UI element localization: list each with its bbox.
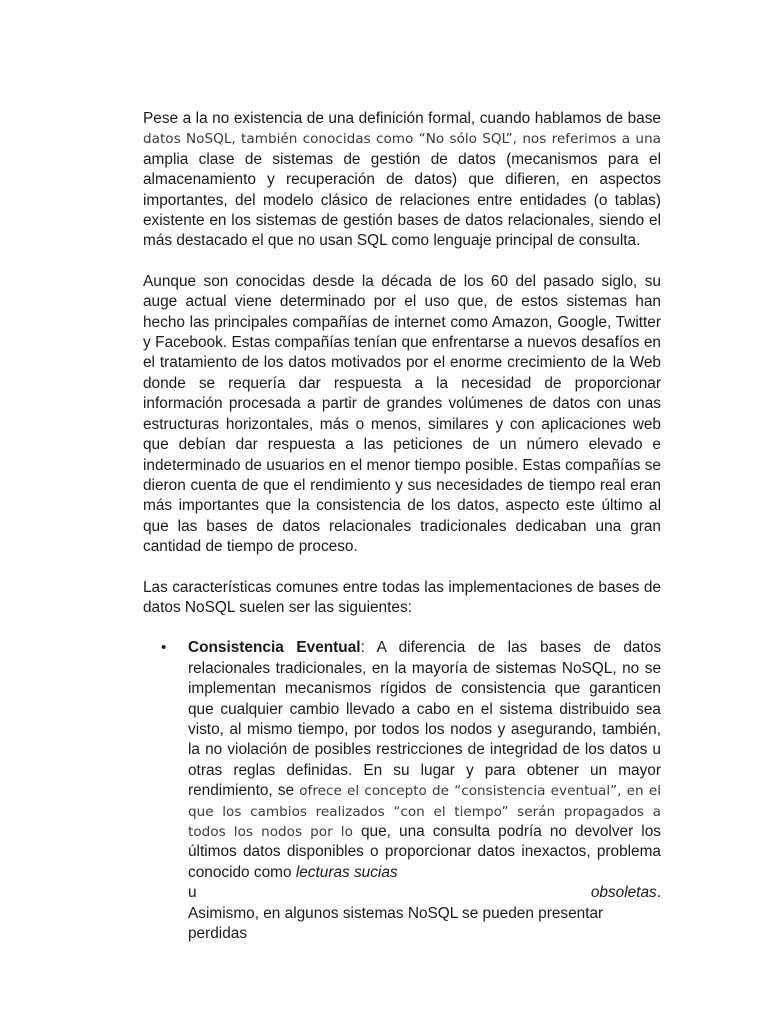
paragraph-history: Aunque son conocidas desde la década de los 60 del pasado siglo, su auge actual viene determinado por el uso que, de estos sistemas han hecho las principales compañías de internet como Amazon, Google, Twitter y Facebook. Estas compañías tenían que enfrentarse a nuevos desafíos en el tratamiento de los datos motivados por el enorme crecimiento de la Web donde se requería dar respuesta a la necesidad de proporcionar información procesada a partir de grandes volúmenes de datos con unas estructuras horizontales, más o menos, similares y con aplicaciones web que debían dar respuesta a las peticiones de un número elevado e indeterminado de usuarios en el menor tiempo posible. Estas compañías se dieron cuenta de que el rendimiento y sus necesidades de tiempo real eran más importantes que la consistencia de los datos, aspecto este último al que las bases de datos relacionales tradicionales dedicaban una gran cantidad de tiempo de proceso. xyxy=(143,272,661,556)
bullet-text: : A diferencia de las bases de datos relacionales tradicionales, en la mayoría de sistemas NoSQL, no se implementan mecanismos rígidos de consistencia que garanticen que cualquier cambio llevado a cabo en el sistema distribuido sea visto, al mismo tiempo, por todos los nodos y asegurando, también, la no violación de posibles restricciones de integridad de los datos u otras reglas definidas. En su lugar y para obtener un mayor rendimiento, se xyxy=(188,639,662,800)
bullet-justified-line xyxy=(188,883,661,903)
italic-lecturas-sucias: lecturas sucias xyxy=(295,863,398,881)
bullet-icon: • xyxy=(161,639,167,657)
list-item-consistencia-eventual xyxy=(143,638,661,944)
bullet-term: Consistencia Eventual xyxy=(188,639,361,657)
paragraph-intro-text-continued: amplia clase de sistemas de gestión de datos (mecanismos para el almacenamiento y recuperación de datos) que difieren, en aspectos importantes, del modelo clásico de relaciones entre entidades (o tablas) existente en los sistemas de gestión bases de datos relacionales, siendo el más destacado el que no usan SQL como lenguaje principal de consulta. xyxy=(143,150,661,250)
paragraph-intro-text: Pese a la no existencia de una definición formal, cuando hablamos de base xyxy=(143,110,661,127)
bullet-body xyxy=(188,639,661,944)
paragraph-characteristics-intro: Las características comunes entre todas las implementaciones de bases de datos NoSQL suelen ser las siguientes: xyxy=(143,578,661,616)
paragraph-intro xyxy=(143,109,661,252)
italic-obsoletas: obsoletas xyxy=(590,884,657,902)
word-u: u xyxy=(188,884,197,902)
paragraph-intro-alt-text: datos NoSQL, también conocidas como “No sólo SQL”, nos referimos a una xyxy=(143,131,661,148)
characteristics-list xyxy=(143,638,661,944)
bullet-continuation-text: que, una consulta podría no devolver los últimos datos disponibles o proporcionar datos inexactos, problema conocido como xyxy=(188,823,661,881)
bullet-final-line: Asimismo, en algunos sistemas NoSQL se pueden presentar perdidas xyxy=(188,904,604,943)
document-body xyxy=(143,109,661,944)
bullet-period: . xyxy=(656,884,661,902)
bullet-alt-text: ofrece el concepto de “consistencia eventual”, en el que los cambios realizados “con el tiempo” serán propagados a todos los nodos por lo xyxy=(188,783,661,840)
